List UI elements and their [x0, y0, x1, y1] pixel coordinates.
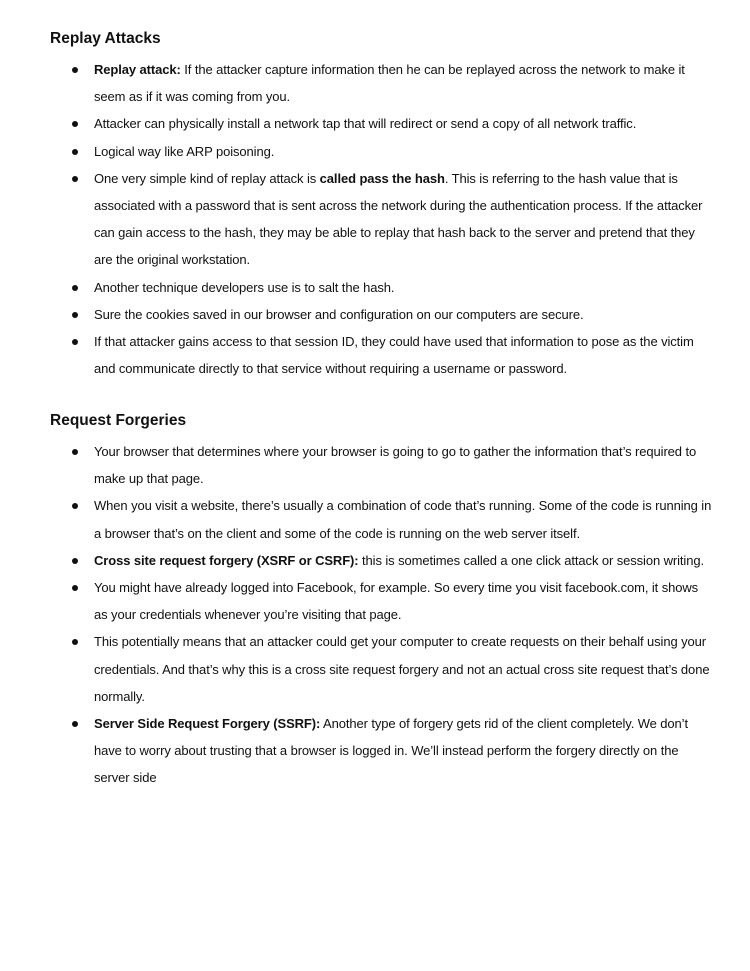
list-item: This potentially means that an attacker could get your computer to create requests on their behalf using your credentials. And that’s why this is a cross site request forgery and not an actual cross site request that’s done normally. — [50, 628, 715, 710]
list-item: Server Side Request Forgery (SSRF): Another type of forgery gets rid of the client completely. We don’t have to worry about trusting that a browser is logged in. We’ll instead perform the forgery directly on the server side — [50, 710, 715, 792]
bullet-icon — [72, 721, 78, 727]
bullet-list — [50, 438, 715, 792]
bullet-icon — [72, 285, 78, 291]
bullet-icon — [72, 585, 78, 591]
list-item: Your browser that determines where your browser is going to go to gather the information that’s required to make up that page. — [50, 438, 715, 492]
bullet-icon — [72, 121, 78, 127]
list-item: Cross site request forgery (XSRF or CSRF): this is sometimes called a one click attack or session writing. — [50, 547, 715, 574]
bullet-icon — [72, 503, 78, 509]
list-item: Another technique developers use is to salt the hash. — [50, 274, 715, 301]
list-item: When you visit a website, there’s usually a combination of code that’s running. Some of the code is running in a browser that’s on the client and some of the code is running on the web server itself. — [50, 492, 715, 546]
section-heading: Request Forgeries — [50, 412, 187, 429]
list-item: Sure the cookies saved in our browser and configuration on our computers are secure. — [50, 301, 715, 328]
bullet-icon — [72, 449, 78, 455]
list-item: If that attacker gains access to that session ID, they could have used that information to pose as the victim and communicate directly to that service without requiring a username or password. — [50, 328, 715, 382]
section-heading: Replay Attacks — [50, 30, 161, 47]
bullet-icon — [72, 339, 78, 345]
list-item: One very simple kind of replay attack is called pass the hash. This is referring to the hash value that is associated with a password that is sent across the network during the authentication process. If the attacker can gain access to the hash, they may be able to replay that hash back to the server and pretend that they are the original workstation. — [50, 165, 715, 274]
list-item: Replay attack: If the attacker capture information then he can be replayed across the network to make it seem as if it was coming from you. — [50, 56, 715, 110]
bullet-icon — [72, 639, 78, 645]
bullet-icon — [72, 67, 78, 73]
list-item: Logical way like ARP poisoning. — [50, 138, 715, 165]
list-item: Attacker can physically install a network tap that will redirect or send a copy of all network traffic. — [50, 110, 715, 137]
bullet-icon — [72, 176, 78, 182]
section-replay-attacks — [50, 29, 715, 382]
list-item: You might have already logged into Facebook, for example. So every time you visit facebook.com, it shows as your credentials whenever you’re visiting that page. — [50, 574, 715, 628]
bullet-icon — [72, 312, 78, 318]
bullet-icon — [72, 558, 78, 564]
section-request-forgeries — [50, 411, 715, 792]
bullet-list — [50, 56, 715, 382]
bullet-icon — [72, 149, 78, 155]
